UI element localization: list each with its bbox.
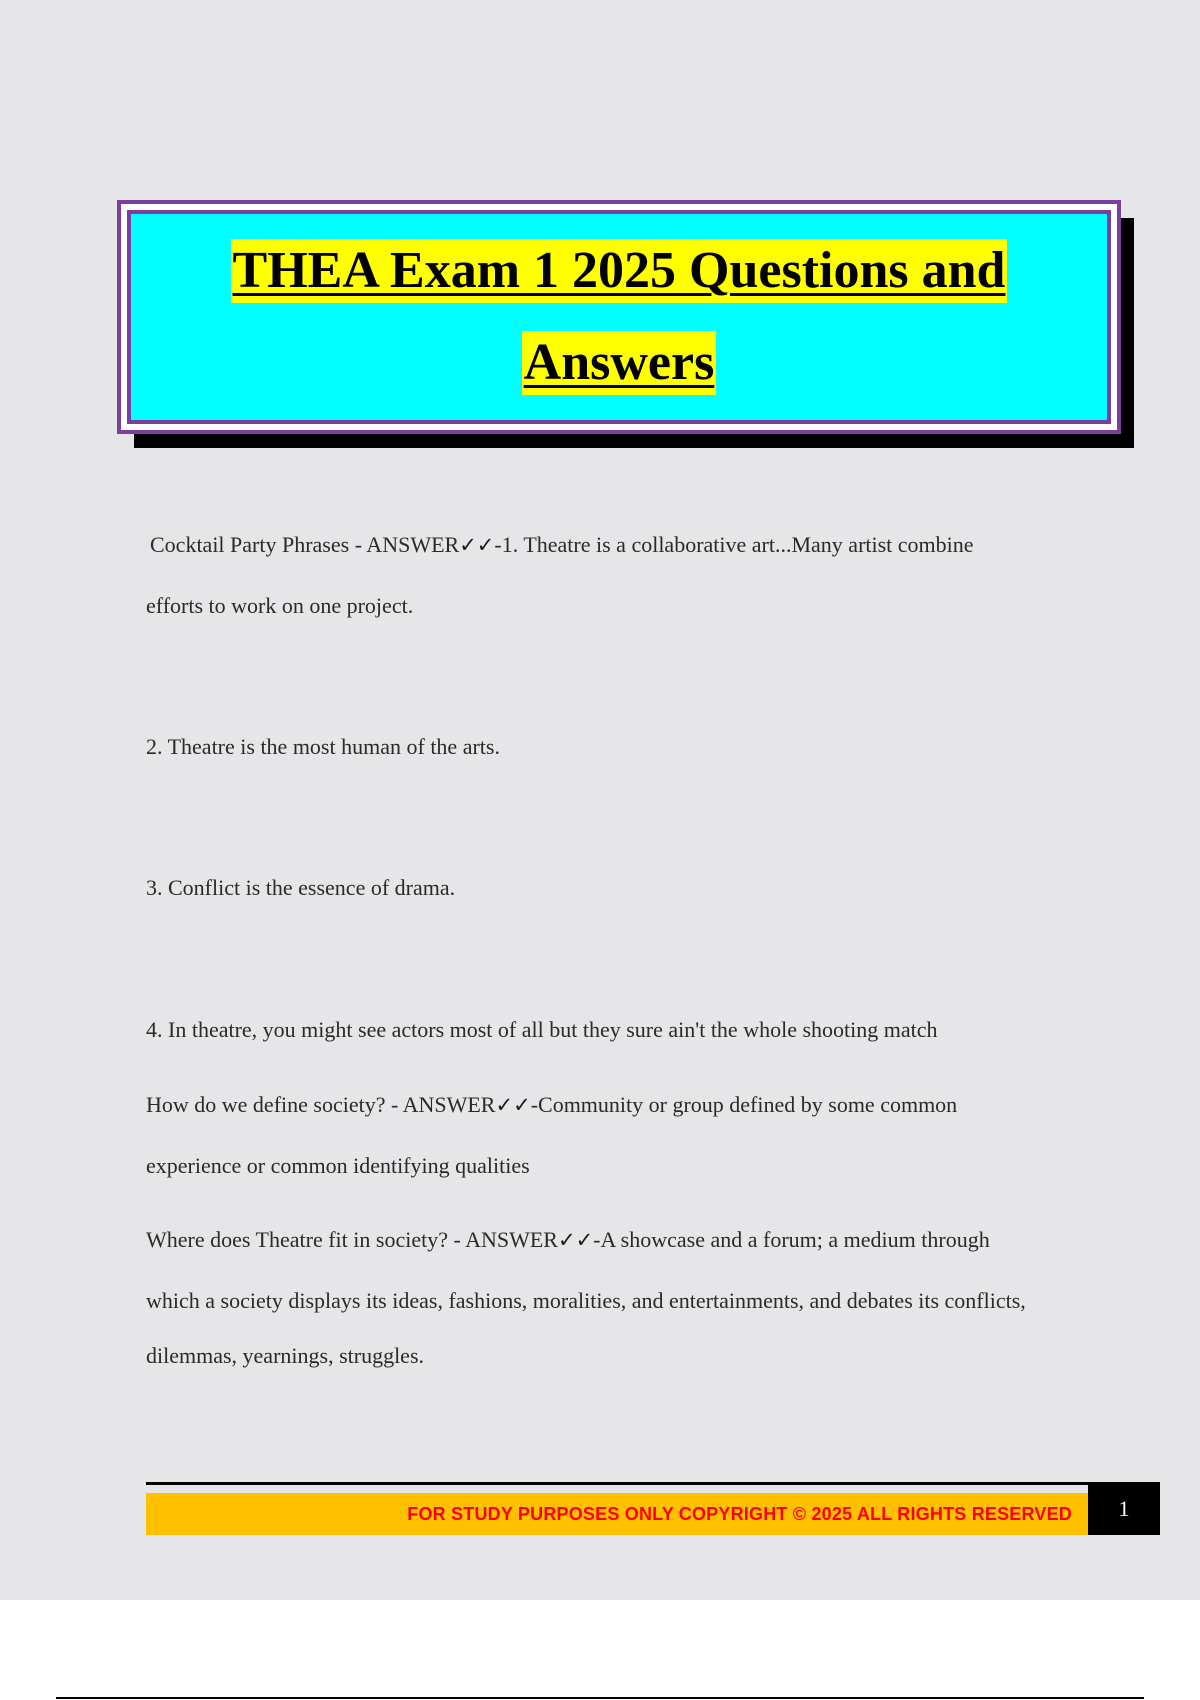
checkmark-icon: ✓✓ [459,533,495,557]
question-text: How do we define society? - ANSWER [146,1092,496,1117]
answer-text: -1. Theatre is a collaborative art...Many artist combine [494,532,974,557]
answer-continuation: efforts to work on one project. [146,593,414,618]
question-define-society [146,1092,957,1118]
title-box [117,200,1121,434]
document-title-line-2: Answers [522,331,717,395]
next-page-divider [56,1697,1144,1699]
question-theatre-in-society [146,1227,990,1253]
checkmark-icon: ✓✓ [557,1228,594,1252]
question-cocktail-party-phrases [150,532,974,558]
document-title-line-1: THEA Exam 1 2025 Questions and [231,239,1008,303]
copyright-notice: FOR STUDY PURPOSES ONLY COPYRIGHT © 2025 ALL RIGHTS RESERVED [407,1503,1072,1524]
title-box-inner [127,210,1111,424]
page-number: 1 [1118,1495,1130,1521]
answer-continuation: dilemmas, yearnings, struggles. [146,1343,425,1368]
page-number-box [1088,1482,1160,1535]
answer-continuation: which a society displays its ideas, fashions, moralities, and entertainments, and debates its conflicts, [146,1288,1026,1313]
question-text: Where does Theatre fit in society? - ANSWER [146,1227,558,1252]
answer-continuation: experience or common identifying qualities [146,1153,530,1178]
footer-divider [146,1482,1088,1485]
list-item-3: 3. Conflict is the essence of drama. [146,875,456,900]
answer-text: -Community or group defined by some common [530,1092,958,1117]
question-text: Cocktail Party Phrases - ANSWER [150,532,460,557]
footer-band [146,1493,1088,1535]
list-item-2: 2. Theatre is the most human of the arts. [146,734,500,759]
checkmark-icon: ✓✓ [495,1093,531,1117]
list-item-4: 4. In theatre, you might see actors most of all but they sure ain't the whole shooting match [146,1017,938,1042]
answer-text: -A showcase and a forum; a medium through [593,1227,990,1252]
